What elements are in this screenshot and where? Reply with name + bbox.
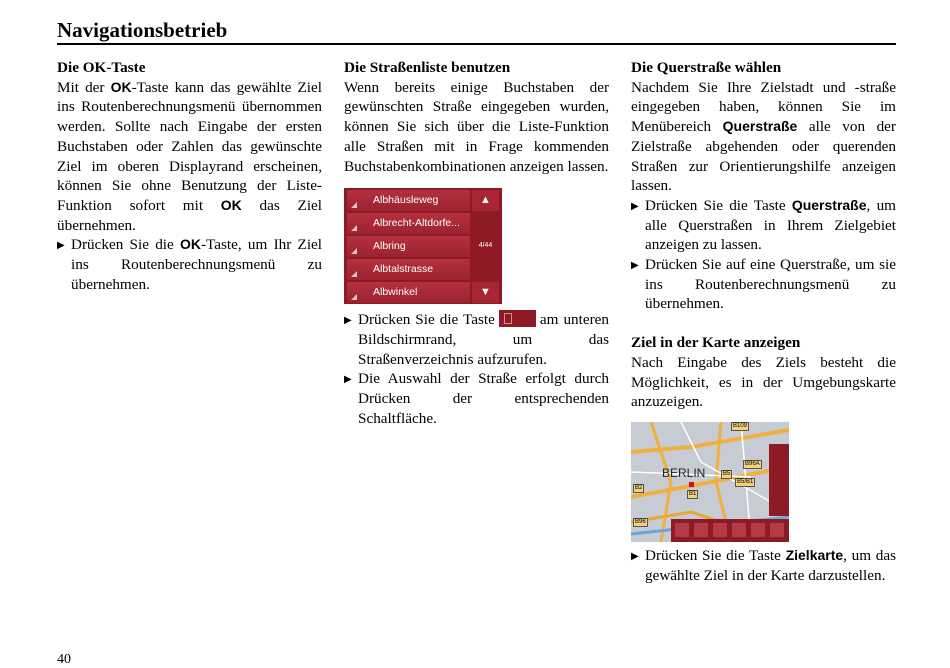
street-list-item[interactable]: Albhäusleweg: [347, 190, 470, 211]
map-road-tag: B5/B1: [737, 478, 754, 485]
destination-map-widget: [631, 422, 789, 542]
map-road-tag: B1: [689, 490, 697, 497]
section-heading-cross-street: Die Querstraße wählen: [631, 59, 782, 76]
map-tool-button[interactable]: [694, 523, 708, 537]
map-road-tag: B2: [635, 484, 643, 491]
column-ok-key: [57, 58, 322, 294]
page-title: Navigationsbetrieb: [57, 18, 228, 42]
street-list-item[interactable]: Albrecht-Altdorfe...: [347, 213, 470, 234]
map-road-tag: B109: [733, 422, 748, 429]
street-list-key-icon: [499, 310, 536, 327]
map-tool-button[interactable]: [751, 523, 765, 537]
bullet-ok-key: ▶ Drücken Sie die OK-Taste, um Ihr Ziel ins Routenberechnungsmenü zu übernehmen.: [57, 235, 322, 294]
paragraph-street-list: Wenn bereits einige Buchstaben der gewünschten Straße eingegeben wurden, können Sie sich über die Liste-Funktion alle Straßen mit in Frage kommenden Buchstabenkombinationen anzeigen lassen.: [344, 78, 609, 175]
map-tool-button[interactable]: [732, 523, 746, 537]
section-heading-destination-map: Ziel in der Karte anzeigen: [631, 334, 801, 352]
map-tool-button[interactable]: [675, 523, 689, 537]
street-list-item[interactable]: Albwinkel: [347, 282, 470, 303]
column-cross-street: [631, 58, 896, 585]
map-tool-button[interactable]: [713, 523, 727, 537]
header-rule: [57, 43, 896, 45]
map-road-tag: B96: [635, 518, 646, 525]
page-number: 40: [57, 652, 71, 667]
scroll-down-button[interactable]: ▼: [472, 282, 499, 303]
bullet-destination-map-key: ▶ Drücken Sie die Taste Zielkarte, um das gewählte Ziel in der Karte darzustellen.: [631, 546, 896, 585]
map-tool-button[interactable]: [770, 523, 784, 537]
section-heading-street-list: Die Straßenliste benutzen: [344, 59, 511, 76]
map-city-label: BERLIN: [662, 465, 706, 480]
map-road-tag: B5: [723, 470, 731, 477]
map-side-toolbar[interactable]: [769, 444, 789, 516]
bullet-select-street: ▶ Die Auswahl der Straße erfolgt durch Drücken der entsprechenden Schaltfläche.: [344, 369, 609, 428]
street-list-item[interactable]: Albtalstrasse: [347, 259, 470, 280]
column-street-list: [344, 58, 609, 428]
street-list-item[interactable]: Albring: [347, 236, 470, 257]
bullet-cross-street-key: ▶ Drücken Sie die Taste Querstraße, um alle Querstraßen in Ihrem Zielgebiet anzeigen zu lassen.: [631, 196, 896, 255]
paragraph-destination-map: Nach Eingabe des Ziels besteht die Möglichkeit, es in der Umgebungskarte anzuzeigen.: [631, 353, 896, 411]
map-road-tag: B96A: [745, 460, 760, 467]
paragraph-cross-street: Nachdem Sie Ihre Zielstadt und -straße eingegeben haben, können Sie im Menübereich Querstraße alle von der Zielstraße abgehenden oder querenden Straßen zur Orientierungshilfe anzeigen lassen.: [631, 78, 896, 195]
street-list-widget: [344, 188, 502, 304]
paragraph-ok-key: Mit der OK-Taste kann das gewählte Ziel ins Routenberechnungsmenü übernommen werden. Sollte nach Eingabe der ersten Buchstaben oder Zahlen das gewünschte Ziel im oberen Displayrand erscheinen, können Sie ohne Benutzung der Liste-Funktion sofort mit OK das Ziel übernehmen.: [57, 78, 322, 234]
list-position-counter: 4/44: [478, 242, 493, 250]
map-bottom-toolbar: [671, 519, 789, 542]
bullet-open-street-list: ▶ Drücken Sie die Taste am unteren Bildschirmrand, um das Straßenverzeichnis aufzurufen.: [344, 310, 609, 369]
bullet-pick-cross-street: ▶ Drücken Sie auf eine Querstraße, um sie ins Routenberechnungsmenü zu übernehmen.: [631, 255, 896, 314]
scroll-up-button[interactable]: ▲: [472, 190, 499, 211]
section-heading-ok-key: Die OK-Taste: [57, 59, 146, 76]
